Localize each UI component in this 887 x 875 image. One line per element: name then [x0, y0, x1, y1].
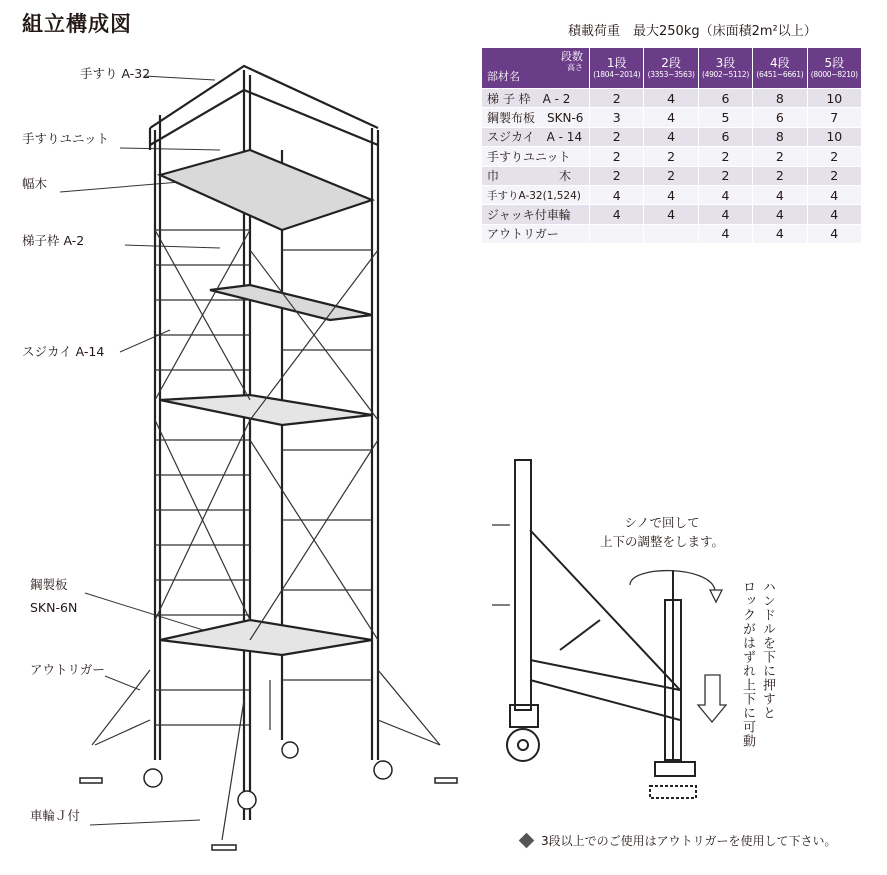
cell-value: 6 — [698, 127, 752, 146]
cell-value: 3 — [590, 108, 644, 127]
cell-value: 2 — [807, 147, 861, 166]
cell-value: 4 — [644, 185, 698, 204]
cell-value: 2 — [590, 89, 644, 108]
outrigger-note — [521, 832, 837, 849]
header-stage-1: 1段 (1804~2014) — [590, 48, 644, 89]
table-row — [482, 166, 862, 185]
header-stage-2: 2段 (3353~3563) — [644, 48, 698, 89]
jack-detail-diagram — [480, 450, 740, 810]
cell-value: 6 — [698, 89, 752, 108]
cell-value: 8 — [753, 89, 807, 108]
label-caster: 車輪Ｊ付 — [30, 808, 81, 823]
label-handrail-unit: 手すりユニット — [22, 131, 110, 146]
diamond-bullet-icon — [519, 833, 535, 849]
row-name: 梯 子 枠 A - 2 — [482, 89, 590, 108]
load-capacity-text: 積載荷重 最大250kg（床面積2m²以上） — [568, 24, 817, 39]
header-stage-4: 4段 (6451~6661) — [753, 48, 807, 89]
row-name: スジカイ A - 14 — [482, 127, 590, 146]
corner-stage-label: 段数 — [561, 50, 583, 63]
cell-value: 4 — [698, 185, 752, 204]
cell-value: 10 — [807, 127, 861, 146]
cell-value: 2 — [644, 166, 698, 185]
cell-value: 4 — [807, 224, 861, 243]
cell-value — [644, 224, 698, 243]
table-row — [482, 127, 862, 146]
cell-value: 2 — [698, 147, 752, 166]
label-ladder-frame: 梯子枠 A-2 — [22, 233, 85, 248]
cell-value: 2 — [753, 147, 807, 166]
table-row — [482, 147, 862, 166]
cell-value: 4 — [644, 89, 698, 108]
cell-value: 4 — [644, 127, 698, 146]
component-table — [481, 47, 862, 244]
outrigger-note-text: 3段以上でのご使用はアウトリガーを使用して下さい。 — [541, 834, 837, 848]
cell-value: 5 — [698, 108, 752, 127]
table-row — [482, 89, 862, 108]
header-stage-5: 5段 (8000~8210) — [807, 48, 861, 89]
cell-value: 4 — [753, 224, 807, 243]
table-row — [482, 185, 862, 204]
table-row — [482, 108, 862, 127]
cell-value: 4 — [807, 185, 861, 204]
label-steel-plank: 鋼製板 — [30, 577, 68, 592]
cell-value: 4 — [807, 205, 861, 224]
cell-value: 4 — [753, 205, 807, 224]
corner-part-label: 部材名 — [487, 70, 520, 84]
cell-value: 2 — [644, 147, 698, 166]
label-handrail: 手すり A-32 — [80, 66, 151, 81]
cell-value: 2 — [590, 127, 644, 146]
label-brace: スジカイ A-14 — [22, 344, 105, 359]
table-row — [482, 224, 862, 243]
cell-value — [590, 224, 644, 243]
corner-height-label: 高さ — [567, 63, 583, 72]
cell-value: 4 — [698, 224, 752, 243]
row-name: 巾 木 — [482, 166, 590, 185]
cell-value: 4 — [644, 205, 698, 224]
cell-value: 4 — [590, 185, 644, 204]
cell-value: 8 — [753, 127, 807, 146]
cell-value: 2 — [807, 166, 861, 185]
label-toeboard: 幅木 — [22, 176, 48, 191]
header-stage-3: 3段 (4902~5112) — [698, 48, 752, 89]
table-corner-cell — [482, 48, 590, 89]
cell-value: 2 — [590, 147, 644, 166]
handle-instruction-line-1: ハンドルを下に押すと — [760, 580, 775, 720]
cell-value: 6 — [753, 108, 807, 127]
row-name: 鋼製布板 SKN-6 — [482, 108, 590, 127]
rotate-instruction-line-1: シノで回して — [624, 515, 700, 530]
cell-value: 4 — [644, 108, 698, 127]
cell-value: 4 — [698, 205, 752, 224]
rotate-instruction-line-2: 上下の調整をします。 — [600, 534, 725, 549]
table-row — [482, 205, 862, 224]
row-name: 手すりユニット — [482, 147, 590, 166]
cell-value: 10 — [807, 89, 861, 108]
label-steel-plank-model: SKN-6N — [30, 600, 78, 615]
label-outrigger: アウトリガー — [30, 662, 105, 677]
table-header-row — [482, 48, 862, 89]
row-name: アウトリガー — [482, 224, 590, 243]
page-title: 組立構成図 — [22, 12, 132, 36]
row-name: 手すりA-32(1,524) — [482, 185, 590, 204]
cell-value: 4 — [590, 205, 644, 224]
cell-value: 2 — [698, 166, 752, 185]
cell-value: 2 — [590, 166, 644, 185]
handle-instruction — [737, 580, 777, 780]
handle-instruction-line-2: ロックがはずれ上下に可動 — [740, 580, 755, 748]
row-name: ジャッキ付車輪 — [482, 205, 590, 224]
cell-value: 7 — [807, 108, 861, 127]
cell-value: 4 — [753, 185, 807, 204]
cell-value: 2 — [753, 166, 807, 185]
rotate-instruction — [600, 513, 724, 551]
